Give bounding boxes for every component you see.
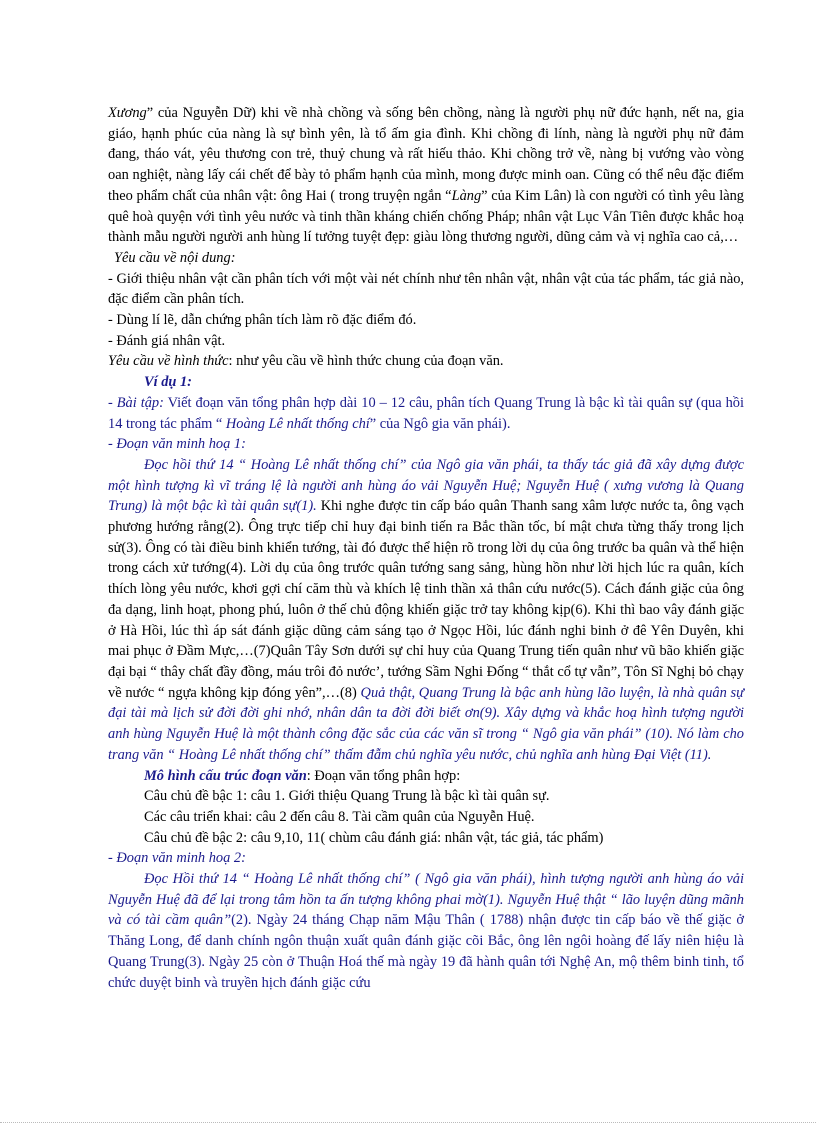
body-sentences: (2). Ngày 24 tháng Chạp năm Mậu Thân ( 1788) nhận được tin cấp báo về thế giặc ở Thăng Long, để danh chính ngôn thuận xuất quân đánh giặc cõi Bắc, ông lên ngôi hoàng đế lấy niên hiệu là Quang Trung(3). Ngày 25 còn ở Thuận Hoá thế mà ngày 19 đã hành quân tới Nghệ An, mộ thêm binh tinh, tổ chức duyệt binh và truyền hịch đánh giặc cứu [108, 912, 744, 991]
model-item: Các câu triển khai: câu 2 đến câu 8. Tài cầm quân của Nguyễn Huệ. [144, 808, 535, 825]
topic-sentence: Đọc hồi thứ 14 “ Hoàng Lê nhất thống chí” của Ngô gia văn phái, ta thấy tác giả đã xây dựng được một hình tượng kì vĩ tráng lệ là người anh hùng áo vải Nguyễn Huệ; Nguyễn Huệ ( xưng vương là Quang Trung) là một bậc kì tài quân sự(1). [108, 456, 744, 515]
requirement-item: - Dùng lí lẽ, dẫn chứng phân tích làm rõ đặc điểm đó. [108, 312, 417, 329]
demo-paragraph-2 [108, 869, 744, 993]
paragraph-text: ” của Nguyễn Dữ) khi về nhà chồng và sống bên chồng, nàng là người phụ nữ đức hạnh, nết na, gia giáo, hạnh phúc của nàng là sự bình yên, là tổ ấm gia đình. Khi chồng đi lính, nàng là người phụ nữ đảm đang, tháo vát, yêu thương con trẻ, thuỷ chung và rất hiếu thảo. Khi chồng trở về, nàng bị vướng vào vòng oan nghiệt, nàng lấy cái chết để bày tỏ phẩm hạnh của mình, mong được minh oan. Cũng có thể nêu đặc điểm theo phẩm chất của nhân vật: ông Hai ( trong truyện ngắn “ [108, 105, 744, 204]
model-item: Câu chủ đề bậc 2: câu 9,10, 11( chùm câu đánh giá: nhân vật, tác giả, tác phẩm) [144, 829, 604, 846]
form-requirement [108, 351, 744, 372]
requirement-item: - Giới thiệu nhân vật cần phân tích với một vài nét chính như tên nhân vật, nhân vật của tác phẩm, tác giả nào, đặc điểm cần phân tích. [108, 270, 744, 308]
exercise-paragraph [108, 393, 744, 434]
exercise-label: - Bài tập: [108, 394, 164, 411]
topic-sentence: Đọc Hồi thứ 14 “ Hoàng Lê nhất thống chí” ( Ngô gia văn phái), hình tượng người anh hùng áo vải Nguyễn Huệ đã để lại trong tâm hồn ta ấn tượng không phai mờ(1). Nguyễn Huệ thật “ lão luyện dũng mãnh và có tài cầm quân” [108, 871, 744, 929]
exercise-work-title: Hoàng Lê nhất thống chí [222, 415, 370, 432]
concluding-sentences: Quả thật, Quang Trung là bậc anh hùng lão luyện, là nhà quân sự đại tài mà lịch sử đời đời ghi nhớ, nhân dân ta đời đời biết ơn(9). Xây dựng và khắc hoạ hình tượng người anh hùng Nguyễn Huệ là một thành công đặc sắc của các văn sĩ trong “ Ngô gia văn phái” (10). Nó làm cho trang văn “ Hoàng Lê nhất thống chí” thấm đẫm chủ nghĩa yêu nước, chủ nghĩa anh hùng Đại Việt (11). [108, 684, 745, 763]
content-requirement-heading: Yêu cầu về nội dung: [114, 249, 236, 266]
document-page [108, 103, 744, 993]
exercise-text-end: ” của Ngô gia văn phái). [369, 415, 511, 432]
example-heading: Ví dụ 1: [144, 374, 192, 391]
model-structure [108, 766, 744, 787]
body-sentences: Khi nghe được tin cấp báo quân Thanh sang xâm lược nước ta, ông vạch phương hướng rằng(2). Ông trực tiếp chỉ huy đại binh tiến ra Bắc thần tốc, bí mật chưa từng thấy trong lịch sử(3). Ông có tài điều binh khiển tướng, tài đó được thể hiện rõ trong lời dụ của ông trước ba quân và thể hiện trong cách xử tướng(4). Lời dụ của ông trước quân tướng sang sảng, hùng hồn như lời hịch lúc ra quân, kích thích lòng yêu nước, khơi gợi chí căm thù và khích lệ tinh thần xả thân cứu nước(5). Cách đánh giặc của ông đa dạng, linh hoạt, phong phú, luôn ở thế chủ động khiến giặc trở tay không kịp(6). Khi thì bao vây đánh giặc ở Hà Hồi, lúc thì áp sát đánh giặc dũng cảm sáng tạo ở Ngọc Hồi, lúc đánh nghi binh ở đê Yên Duyên, khi mai phục ở Đầm Mực,…(7)Quân Tây Sơn dưới sự chỉ huy của Quang Trung tiến quân như vũ bão khiến giặc đại bại “ thây chất đầy đồng, máu trôi đỏ nước’, tướng Sầm Nghi Đống “ thắt cổ tự vẫn”, Tôn Sĩ Nghị bỏ chạy về nước “ ngựa không kịp đóng yên”,…(8) [108, 498, 744, 701]
paragraph-vu-nuong [108, 103, 744, 248]
model-structure-label: Mô hình cấu trúc đoạn văn [144, 767, 307, 784]
requirement-item: - Đánh giá nhân vật. [108, 332, 226, 349]
form-requirement-text: : như yêu cầu về hình thức chung của đoạn văn. [228, 353, 504, 370]
demo-paragraph-2-label: - Đoạn văn minh hoạ 2: [108, 850, 246, 867]
work-title-fragment: Xương [108, 105, 147, 121]
work-title-lang: Làng [451, 187, 482, 204]
exercise-text: Viết đoạn văn tổng phân hợp dài 10 – 12 câu, phân tích Quang Trung là bậc kì tài quân sự (qua hồi 14 trong tác phẩm “ [108, 394, 744, 432]
form-requirement-label: Yêu cầu về hình thức [108, 353, 229, 370]
model-structure-text: : Đoạn văn tổng phân hợp: [306, 767, 461, 784]
model-item: Câu chủ đề bậc 1: câu 1. Giới thiệu Quang Trung là bậc kì tài quân sự. [144, 788, 550, 805]
demo-paragraph-1 [108, 455, 744, 766]
paragraph-text: ” của Kim Lân) là con người có tình yêu làng quê hoà quyện với tình yêu nước và tinh thần kháng chiến chống Pháp; nhân vật Lục Vân Tiên được khắc hoạ thành mẫu người người anh hùng lí tưởng tuyệt đẹp: giàu lòng thương người, dũng cảm và vị nghĩa cao cả,… [108, 187, 744, 246]
demo-paragraph-1-label: - Đoạn văn minh hoạ 1: [108, 436, 246, 453]
